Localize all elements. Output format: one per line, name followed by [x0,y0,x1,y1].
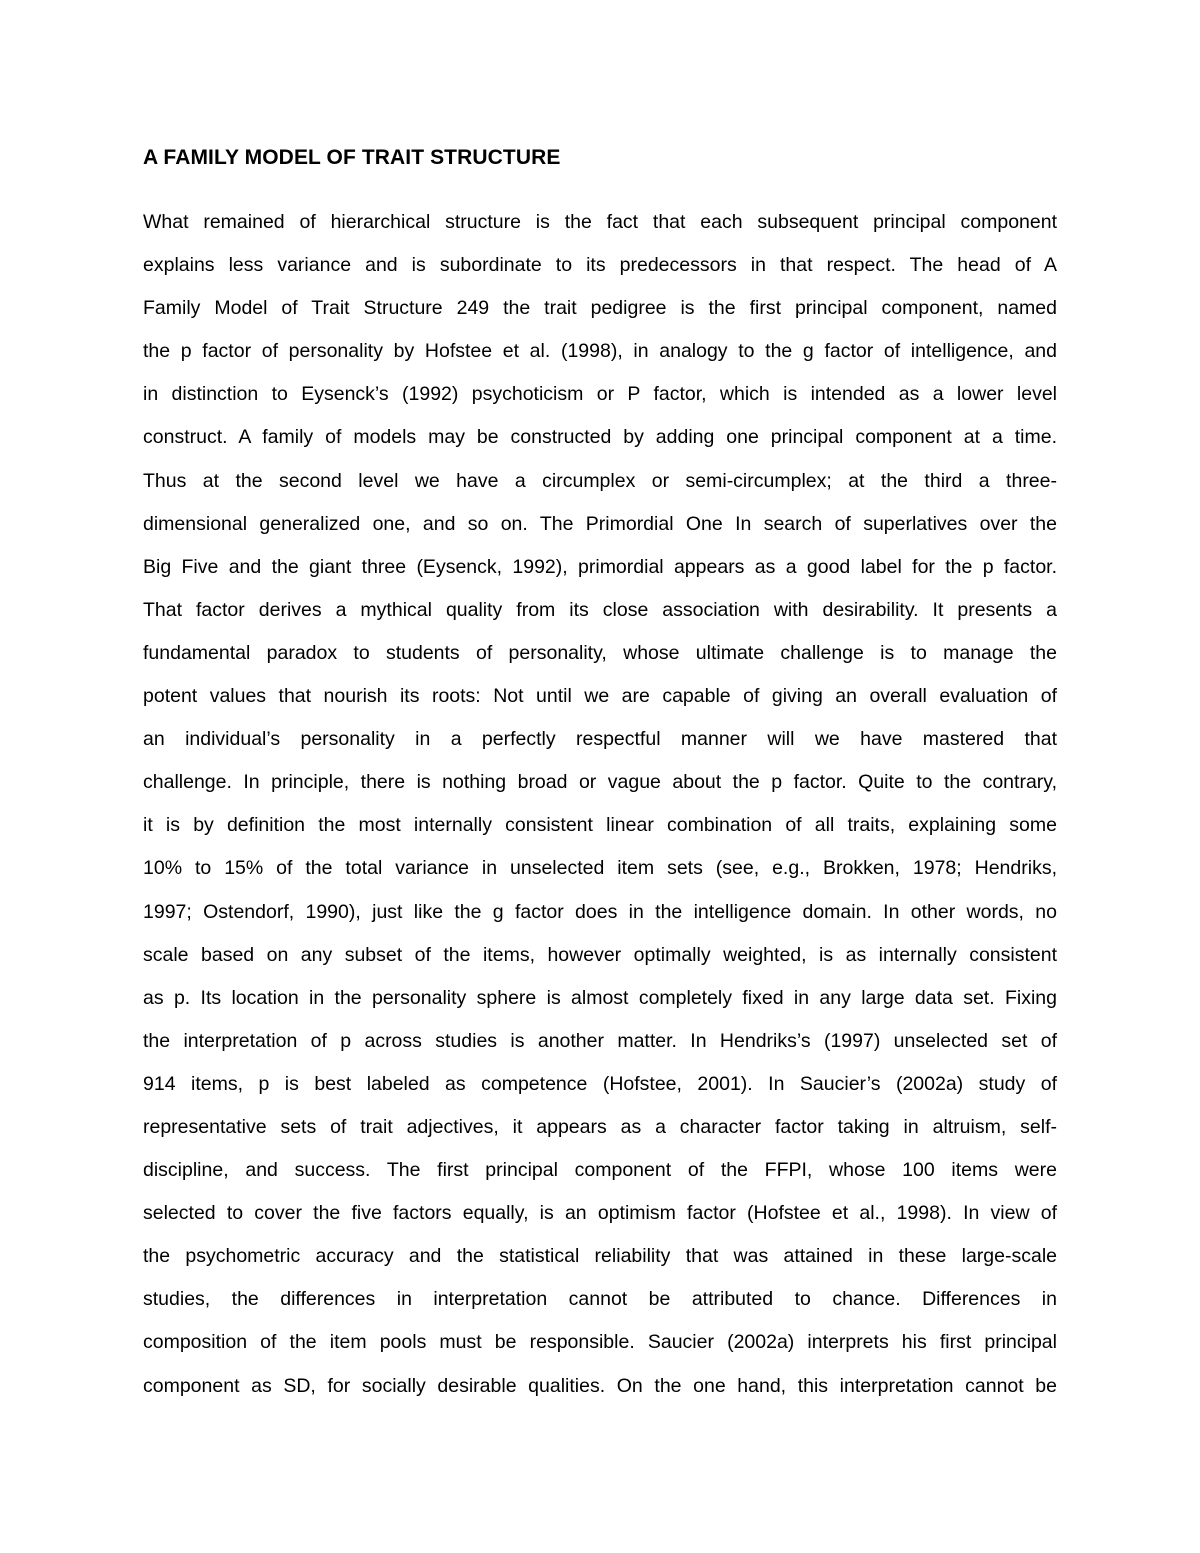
text-line: Big Five and the giant three (Eysenck, 1992), primordial appears as a good label for the p factor. [143,555,1057,578]
text-line: component as SD, for socially desirable qualities. On the one hand, this interpretation cannot be [143,1374,1057,1397]
text-line: representative sets of trait adjectives, it appears as a character factor taking in altruism, self- [143,1115,1057,1138]
text-line: Thus at the second level we have a circumplex or semi-circumplex; at the third a three- [143,469,1057,492]
text-line: discipline, and success. The first principal component of the FFPI, whose 100 items were [143,1159,1057,1182]
text-line: 914 items, p is best labeled as competence (Hofstee, 2001). In Saucier’s (2002a) study of [143,1072,1057,1095]
text-line: as p. Its location in the personality sphere is almost completely fixed in any large data set. Fixing [143,986,1057,1009]
text-line: dimensional generalized one, and so on. The Primordial One In search of superlatives over the [143,512,1057,535]
text-line: the p factor of personality by Hofstee et al. (1998), in analogy to the g factor of intelligence, and [143,340,1057,363]
page-title: A FAMILY MODEL OF TRAIT STRUCTURE [143,146,561,169]
text-line: studies, the differences in interpretation cannot be attributed to chance. Differences in [143,1288,1057,1311]
text-line: 1997; Ostendorf, 1990), just like the g factor does in the intelligence domain. In other words, no [143,900,1057,923]
text-line: the interpretation of p across studies is another matter. In Hendriks’s (1997) unselected set of [143,1029,1057,1052]
text-line: challenge. In principle, there is nothing broad or vague about the p factor. Quite to the contrary, [143,771,1057,794]
text-line: the psychometric accuracy and the statistical reliability that was attained in these large-scale [143,1245,1057,1268]
text-line: scale based on any subset of the items, however optimally weighted, is as internally consistent [143,943,1057,966]
text-line: selected to cover the five factors equally, is an optimism factor (Hofstee et al., 1998). In view of [143,1202,1057,1225]
text-line: 10% to 15% of the total variance in unselected item sets (see, e.g., Brokken, 1978; Hendriks, [143,857,1057,880]
text-line: explains less variance and is subordinate to its predecessors in that respect. The head of A [143,254,1057,277]
text-line: That factor derives a mythical quality from its close association with desirability. It presents a [143,598,1057,621]
text-line: in distinction to Eysenck’s (1992) psychoticism or P factor, which is intended as a lower level [143,383,1057,406]
text-line: What remained of hierarchical structure is the fact that each subsequent principal component [143,211,1057,233]
text-line: fundamental paradox to students of personality, whose ultimate challenge is to manage the [143,641,1057,664]
text-line: Family Model of Trait Structure 249 the trait pedigree is the first principal component, named [143,297,1057,320]
text-line: composition of the item pools must be responsible. Saucier (2002a) interprets his first principal [143,1331,1057,1354]
text-line: it is by definition the most internally consistent linear combination of all traits, explaining some [143,814,1057,837]
text-line: potent values that nourish its roots: Not until we are capable of giving an overall evaluation of [143,685,1057,708]
text-line: construct. A family of models may be constructed by adding one principal component at a time. [143,426,1057,449]
text-line: an individual’s personality in a perfectly respectful manner will we have mastered that [143,728,1057,751]
body-paragraph [143,201,1057,1408]
